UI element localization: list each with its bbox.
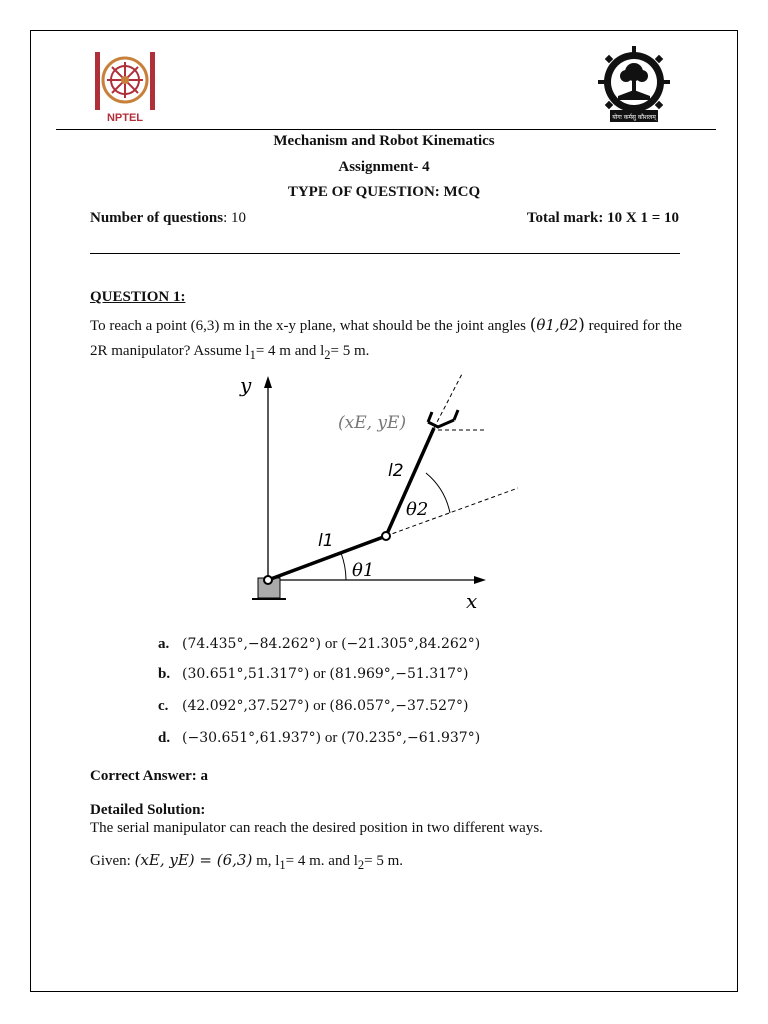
question-type: TYPE OF QUESTION: MCQ: [287, 184, 481, 200]
option-d-second: (70.235°,−61.937°): [341, 730, 481, 746]
number-of-questions: [90, 209, 246, 227]
question-text-line-2: 2R manipulator? Assume $l_1= 4$ m and $l_2= 5$ m.: [90, 343, 370, 362]
option-c-second: (86.057°,−37.527°): [329, 698, 469, 714]
option-b: b. (30.651°,51.317°) or (81.969°,−51.317°): [158, 666, 469, 682]
num-questions-label: Number of questions: [90, 210, 224, 226]
option-b-first: (30.651°,51.317°): [182, 666, 310, 682]
option-d-first: (−30.651°,61.937°): [182, 730, 322, 746]
manipulator-diagram: [228, 370, 528, 615]
option-c: c. (42.092°,37.527°) or (86.057°,−37.527°): [158, 698, 469, 714]
nptel-logo-text: NPTEL: [106, 112, 144, 124]
x-axis-label: x: [466, 589, 478, 613]
theta-2-label: θ2: [406, 499, 429, 520]
gripper: [428, 410, 458, 427]
theta-2-arc: [426, 473, 450, 513]
option-a-first: (74.435°,−84.262°): [182, 636, 322, 652]
theta-1-arc: [341, 553, 346, 580]
option-d: d. (−30.651°,61.937°) or (70.235°,−61.937°): [158, 730, 481, 746]
correct-answer: Correct Answer: a: [90, 768, 209, 784]
option-c-first: (42.092°,37.527°): [182, 698, 310, 714]
institute-seal-graphic: [592, 44, 676, 126]
joint-angles-symbol: θ1,θ2: [536, 316, 579, 334]
manipulator-figure: [228, 370, 528, 615]
link-1-label: l1: [318, 531, 334, 551]
num-questions-value: : 10: [223, 210, 246, 226]
question-text-line-1: To reach a point (6,3) m in the x-y plane, what should be the joint angles (θ1,θ2) required for the: [90, 315, 682, 335]
x-axis-arrow: [474, 576, 486, 584]
y-axis-label: y: [240, 373, 252, 397]
logo-motto: योगः कर्मसु कौशलम्: [612, 114, 656, 121]
question-heading: QUESTION 1:: [90, 289, 186, 305]
y-axis-arrow: [264, 376, 272, 388]
link-2-extension: [434, 372, 463, 428]
joint-1: [264, 576, 272, 584]
nptel-logo: [92, 50, 158, 124]
iit-kharagpur-logo: [592, 44, 676, 126]
solution-heading: Detailed Solution:: [90, 802, 206, 818]
assignment-number: Assignment- 4: [338, 159, 430, 175]
question-text-a: To reach a point (6,3) m in the x-y plane, what should be the joint angles: [90, 318, 526, 334]
theta-1-label: θ1: [352, 560, 375, 581]
joint-2: [382, 532, 390, 540]
nptel-logo-graphic: [92, 50, 158, 124]
link-2-label: l2: [388, 461, 404, 481]
solution-text: The serial manipulator can reach the desired position in two different ways.: [90, 820, 543, 836]
header-rule: [56, 129, 716, 130]
end-effector-label: (xE, yE): [338, 413, 407, 433]
option-b-second: (81.969°,−51.317°): [329, 666, 469, 682]
given-line: Given: (xE, yE) = (6,3) m, $l_1= 4$ m. and $l_2= 5$ m.: [90, 851, 404, 872]
given-expression: (xE, yE) = (6,3): [134, 851, 253, 869]
course-title: Mechanism and Robot Kinematics: [273, 133, 495, 149]
meta-rule: [90, 253, 680, 254]
question-text-b: required for the: [588, 318, 682, 334]
option-a: a. (74.435°,−84.262°) or (−21.305°,84.262°): [158, 636, 481, 652]
total-mark: Total mark: 10 X 1 = 10: [526, 210, 679, 226]
option-a-second: (−21.305°,84.262°): [341, 636, 481, 652]
